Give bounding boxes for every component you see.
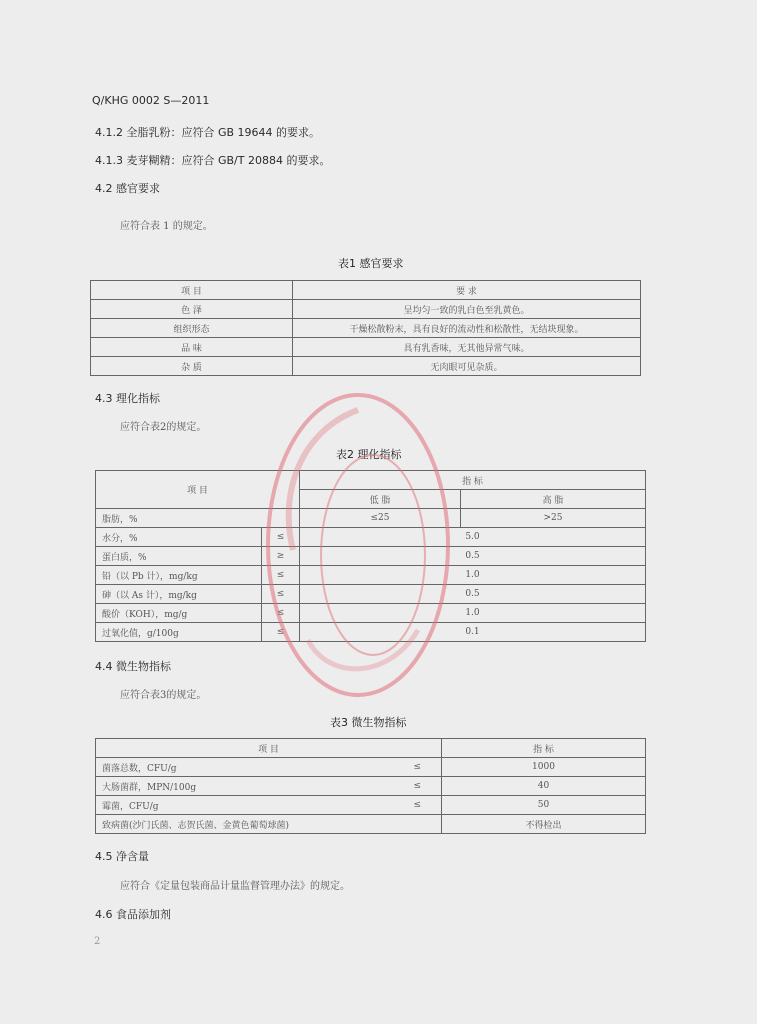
heading-4-6: 4.6 食品添加剂 — [95, 908, 171, 921]
table1-caption: 表1 感官要求 — [338, 257, 404, 270]
table-header-cell: 项 目 — [91, 281, 293, 300]
table-row — [91, 319, 641, 338]
table-row — [96, 796, 646, 815]
table-cell: 1000 — [442, 758, 646, 777]
table-cell: 品 味 — [91, 338, 293, 357]
table-cell: 色 泽 — [91, 300, 293, 319]
table-cell: 脂肪，% — [96, 509, 300, 528]
table-cell: 菌落总数，CFU/g — [96, 758, 394, 777]
table-cell: 无肉眼可见杂质。 — [293, 357, 641, 376]
text-4-2: 应符合表 1 的规定。 — [120, 221, 213, 232]
red-seal-stamp — [258, 380, 458, 710]
table-header-cell: 指 标 — [300, 471, 646, 490]
table-cell: 水分，% — [96, 528, 262, 547]
table-header-cell: 项 目 — [96, 471, 300, 509]
table-header-cell: 要 求 — [293, 281, 641, 300]
table2-caption: 表2 理化指标 — [336, 448, 402, 461]
table-cell: 不得检出 — [442, 815, 646, 834]
table-cell: 0.5 — [300, 547, 646, 566]
table-header-cell: 低 脂 — [300, 490, 461, 509]
heading-4-2: 4.2 感官要求 — [95, 182, 160, 195]
table-cell: ≤ — [394, 777, 442, 796]
table-cell: 40 — [442, 777, 646, 796]
table1-sensory — [90, 280, 641, 376]
table-cell: ≥ — [262, 547, 300, 566]
table-cell: 过氧化值，g/100g — [96, 623, 262, 642]
table-cell: 铅（以 Pb 计），mg/kg — [96, 566, 262, 585]
table-row — [91, 357, 641, 376]
table-cell: 5.0 — [300, 528, 646, 547]
text-4-4: 应符合表3的规定。 — [120, 690, 207, 701]
clause-4-1-3: 4.1.3 麦芽糊精：应符合 GB/T 20884 的要求。 — [95, 154, 331, 167]
table-cell: 呈均匀一致的乳白色至乳黄色。 — [293, 300, 641, 319]
table-row — [96, 777, 646, 796]
table-cell: 酸价（KOH），mg/g — [96, 604, 262, 623]
heading-4-4: 4.4 微生物指标 — [95, 660, 171, 673]
table-header-cell: 指 标 — [442, 739, 646, 758]
heading-4-3: 4.3 理化指标 — [95, 392, 160, 405]
clause-4-1-2: 4.1.2 全脂乳粉：应符合 GB 19644 的要求。 — [95, 126, 321, 139]
table3-microbiological — [95, 738, 646, 834]
table-row — [91, 338, 641, 357]
table-cell: 大肠菌群，MPN/100g — [96, 777, 394, 796]
table-cell: ≤25 — [300, 509, 461, 528]
table3-caption: 表3 微生物指标 — [330, 716, 407, 729]
table-cell: 致病菌(沙门氏菌、志贺氏菌、金黄色葡萄球菌) — [96, 815, 442, 834]
table-cell: 干燥松散粉末，具有良好的流动性和松散性，无结块现象。 — [293, 319, 641, 338]
table-cell: ≤ — [262, 623, 300, 642]
table-cell: ≤ — [262, 585, 300, 604]
table-cell: 蛋白质，% — [96, 547, 262, 566]
table-row — [96, 758, 646, 777]
standard-code: Q/KHG 0002 S—2011 — [92, 94, 210, 107]
table-header-row — [96, 739, 646, 758]
table-cell: 组织形态 — [91, 319, 293, 338]
table-row — [96, 815, 646, 834]
table-cell: ≤ — [394, 758, 442, 777]
table-header-cell: 项 目 — [96, 739, 442, 758]
table-cell: 0.5 — [300, 585, 646, 604]
table-cell: >25 — [461, 509, 646, 528]
table-cell: 50 — [442, 796, 646, 815]
table-cell: ≤ — [262, 566, 300, 585]
table-cell: 1.0 — [300, 604, 646, 623]
page-number: 2 — [94, 936, 101, 947]
text-4-5: 应符合《定量包装商品计量监督管理办法》的规定。 — [120, 881, 350, 892]
table-cell: 1.0 — [300, 566, 646, 585]
text-4-3: 应符合表2的规定。 — [120, 422, 207, 433]
table-row — [91, 300, 641, 319]
table-cell: 杂 质 — [91, 357, 293, 376]
table-cell: 具有乳香味，无其他异常气味。 — [293, 338, 641, 357]
table-header-row — [91, 281, 641, 300]
table-header-cell: 高 脂 — [461, 490, 646, 509]
table-cell: ≤ — [394, 796, 442, 815]
table-cell: ≤ — [262, 604, 300, 623]
table-cell: ≤ — [262, 528, 300, 547]
heading-4-5: 4.5 净含量 — [95, 850, 149, 863]
table-cell: 霉菌，CFU/g — [96, 796, 394, 815]
table-cell: 砷（以 As 计），mg/kg — [96, 585, 262, 604]
table-cell: 0.1 — [300, 623, 646, 642]
